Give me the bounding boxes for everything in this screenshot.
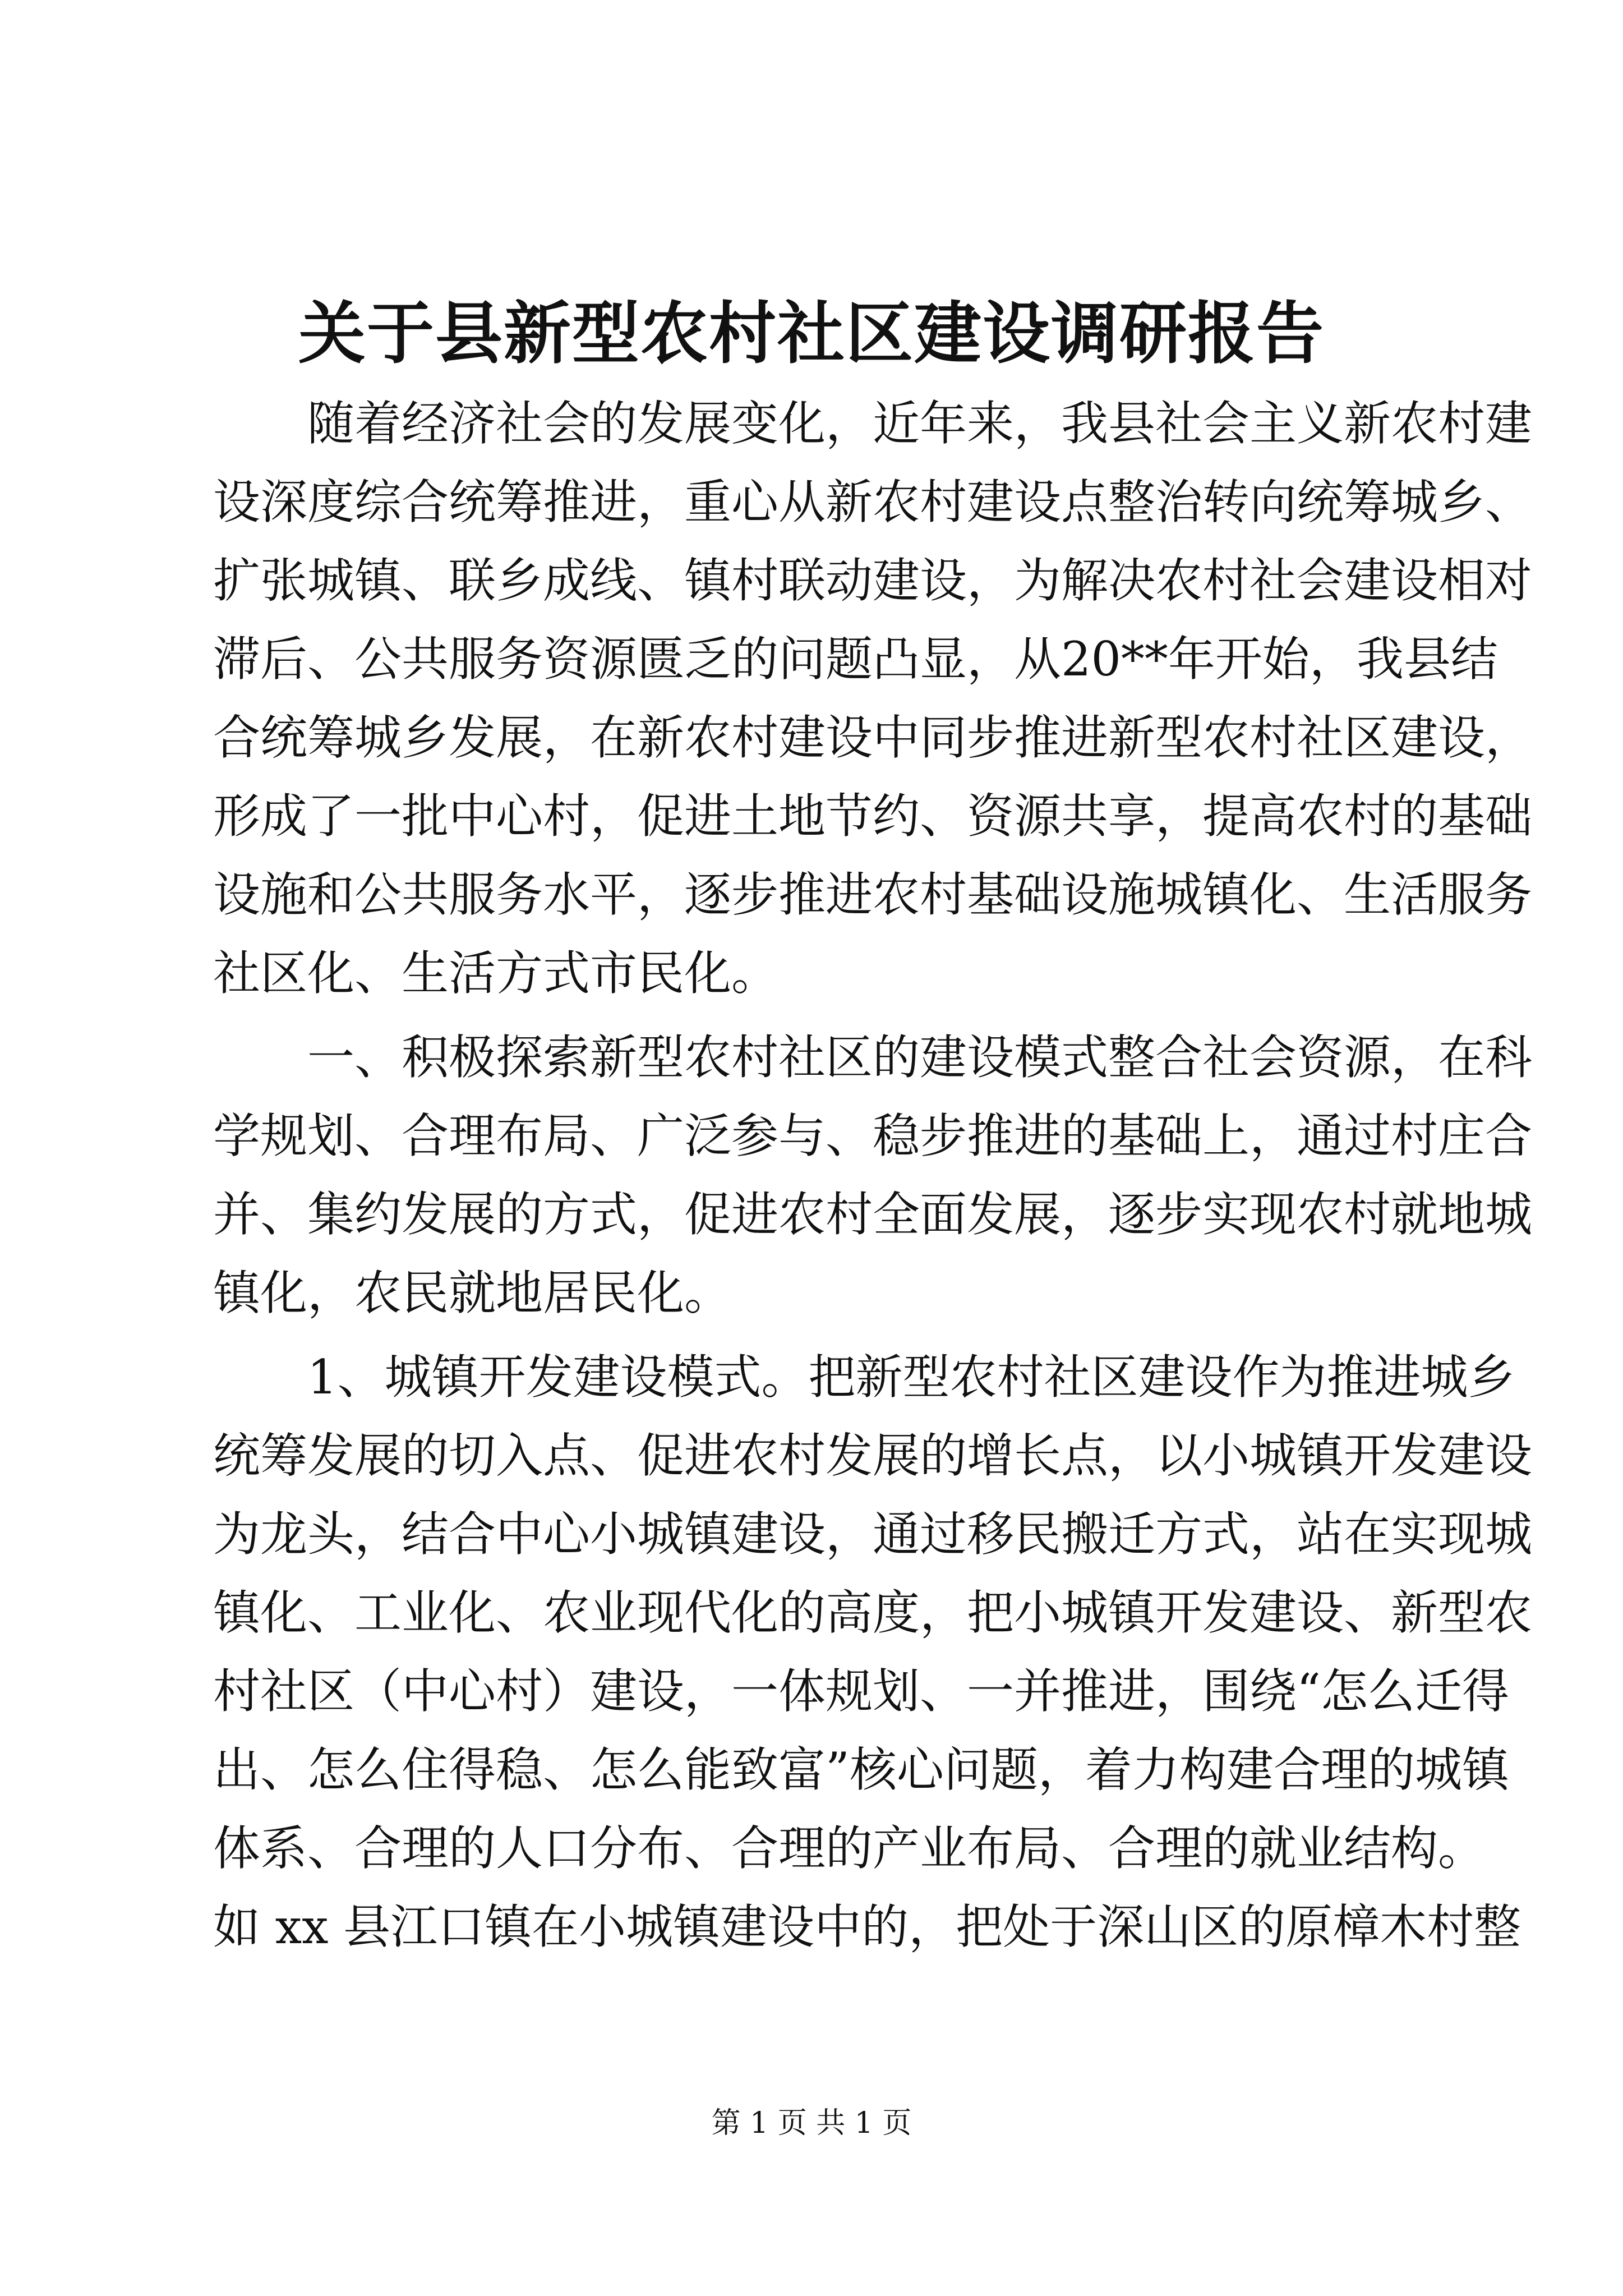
body-line: 设深度综合统筹推进，重心从新农村建设点整治转向统筹城乡、 (213, 475, 1533, 530)
body-line: 村社区（中心村）建设，一体规划、一并推进，围绕“怎么迁得 (213, 1664, 1509, 1719)
document-title: 关于县新型农村社区建设调研报告 (298, 294, 1325, 373)
body-line: 设施和公共服务水平，逐步推进农村基础设施城镇化、生活服务 (213, 867, 1533, 922)
body-line: 并、集约发展的方式，促进农村全面发展，逐步实现农村就地城 (213, 1187, 1533, 1242)
body-line: 随着经济社会的发展变化，近年来，我县社会主义新农村建 (213, 396, 1533, 451)
body-line: 一、积极探索新型农村社区的建设模式整合社会资源，在科 (213, 1030, 1533, 1085)
body-line: 学规划、合理布局、广泛参与、稳步推进的基础上，通过村庄合 (213, 1108, 1533, 1163)
body-line: 为龙头，结合中心小城镇建设，通过移民搬迁方式，站在实现城 (213, 1507, 1533, 1562)
body-line: 形成了一批中心村，促进土地节约、资源共享，提高农村的基础 (213, 789, 1533, 844)
body-line: 合统筹城乡发展，在新农村建设中同步推进新型农村社区建设， (213, 710, 1533, 765)
body-line: 体系、合理的人口分布、合理的产业布局、合理的就业结构。 (213, 1821, 1486, 1876)
body-line: 出、怎么住得稳、怎么能致富”核心问题，着力构建合理的城镇 (213, 1742, 1509, 1797)
body-line: 镇化，农民就地居民化。 (213, 1266, 732, 1320)
page-footer: 第 1 页 共 1 页 (711, 2106, 912, 2140)
body-line: 扩张城镇、联乡成线、镇村联动建设，为解决农村社会建设相对 (213, 553, 1533, 608)
body-line: 统筹发展的切入点、促进农村发展的增长点，以小城镇开发建设 (213, 1428, 1533, 1483)
body-line: 如 xx 县江口镇在小城镇建设中的，把处于深山区的原樟木村整 (213, 1899, 1521, 1954)
body-line: 社区化、生活方式市民化。 (213, 946, 779, 1001)
body-line: 镇化、工业化、农业现代化的高度，把小城镇开发建设、新型农 (213, 1585, 1533, 1640)
body-line: 滞后、公共服务资源匮乏的问题凸显，从20**年开始，我县结 (213, 632, 1498, 687)
body-line: 1、城镇开发建设模式。把新型农村社区建设作为推进城乡 (213, 1350, 1515, 1405)
